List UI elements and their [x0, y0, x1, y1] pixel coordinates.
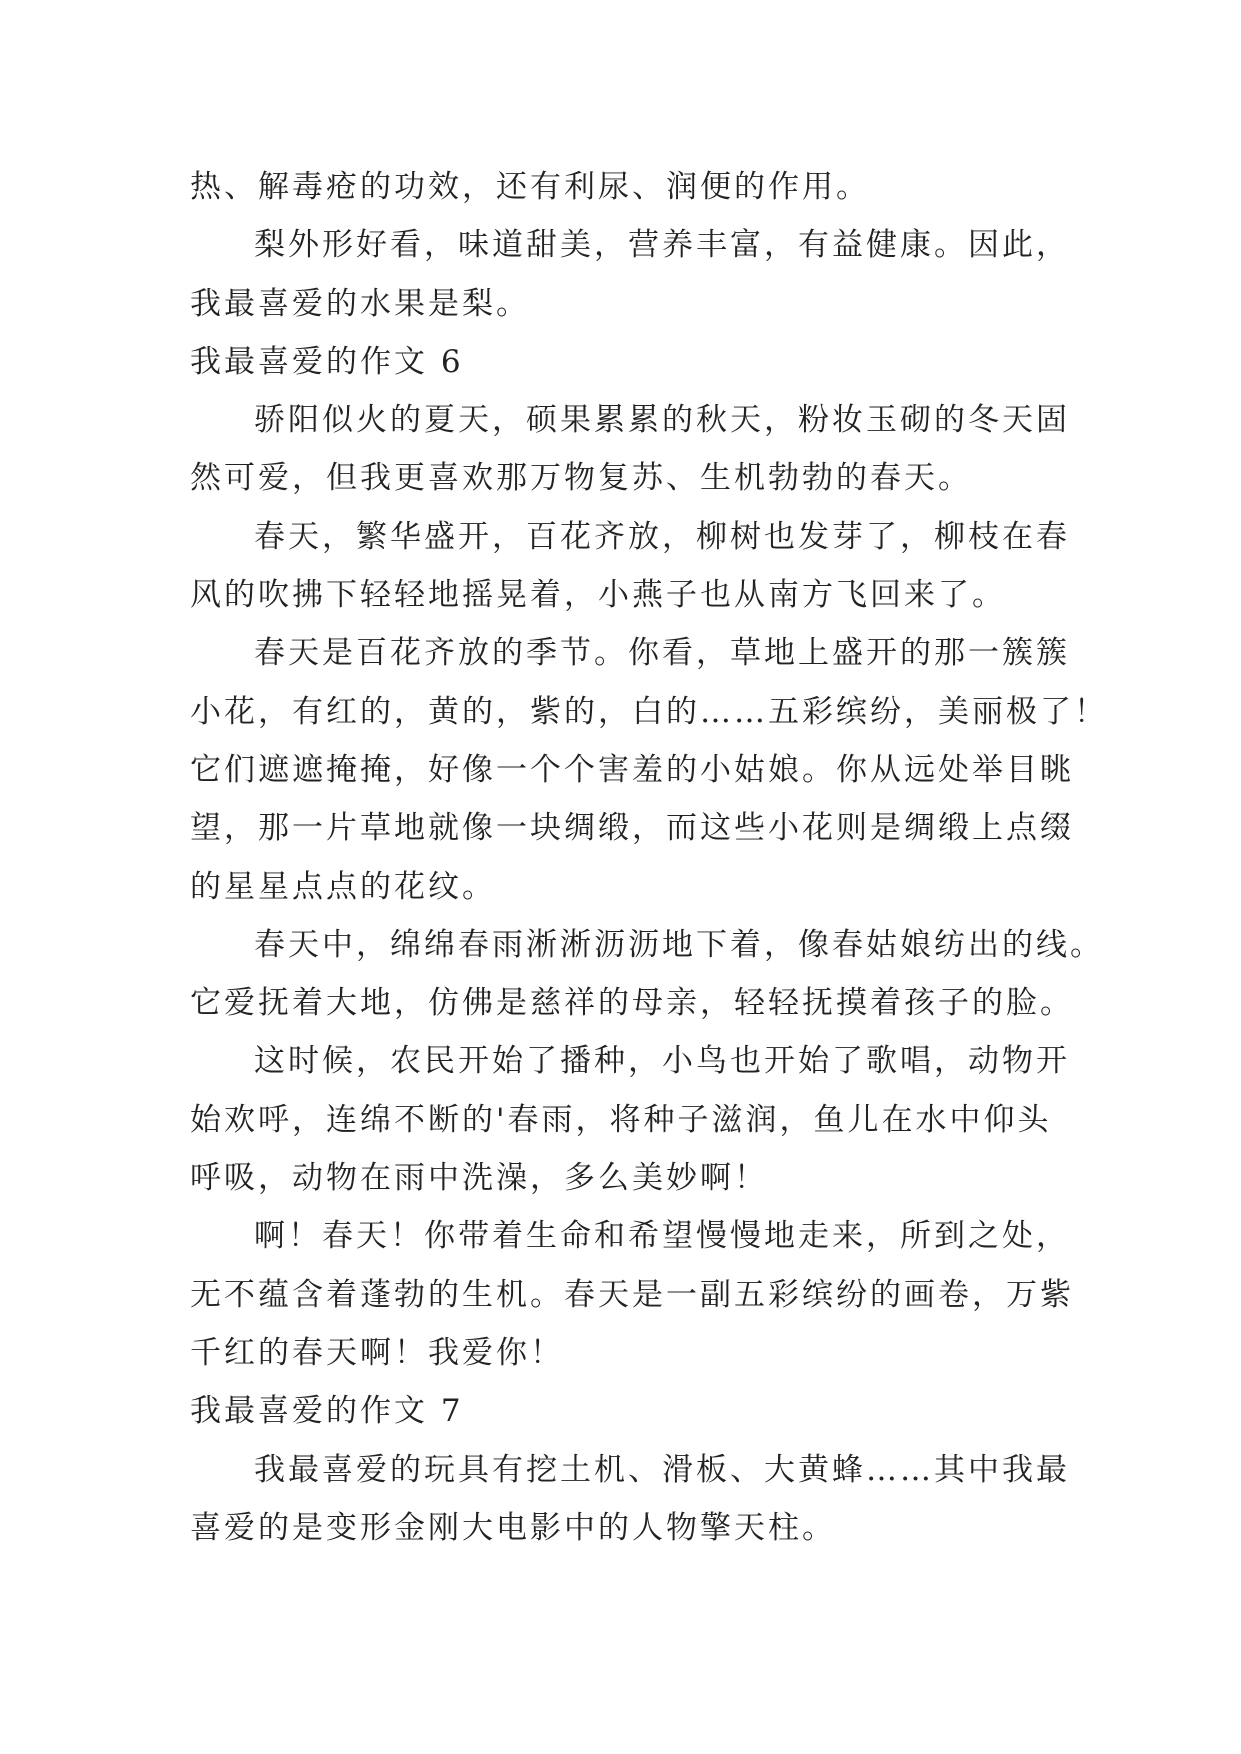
- paragraph-line: 热、解毒疮的功效，还有利尿、润便的作用。: [190, 169, 870, 205]
- paragraph-line: 它爱抚着大地，仿佛是慈祥的母亲，轻轻抚摸着孩子的脸。: [190, 985, 1074, 1022]
- paragraph-line: 千红的春天啊！我爱你！: [190, 1334, 564, 1371]
- document-body: [190, 158, 1108, 1557]
- paragraph-line: 这时候，农民开始了播种，小鸟也开始了歌唱，动物开: [254, 1043, 1070, 1080]
- section-heading: 我最喜爱的作文 6: [190, 343, 464, 380]
- paragraph-line: 我最喜爱的玩具有挖土机、滑板、大黄蜂……其中我最: [254, 1451, 1070, 1488]
- paragraph-line: 无不蕴含着蓬勃的生机。春天是一副五彩缤纷的画卷，万紫: [190, 1276, 1074, 1313]
- paragraph-line: 春天中，绵绵春雨淅淅沥沥地下着，像春姑娘纺出的线。: [254, 926, 1104, 963]
- paragraph-line: 小花，有红的，黄的，紫的，白的……五彩缤纷，美丽极了！: [190, 693, 1108, 730]
- paragraph-line: 然可爱，但我更喜欢那万物复苏、生机勃勃的春天。: [190, 460, 972, 497]
- paragraph-line: 它们遮遮掩掩，好像一个个害羞的小姑娘。你从远处举目眺: [190, 751, 1074, 788]
- section-heading: 我最喜爱的作文 7: [190, 1393, 464, 1430]
- paragraph-line: 呼吸，动物在雨中洗澡，多么美妙啊！: [190, 1160, 768, 1197]
- paragraph-line: 春天是百花齐放的季节。你看，草地上盛开的那一簇簇: [254, 635, 1070, 672]
- paragraph-line: 我最喜爱的水果是梨。: [190, 285, 530, 322]
- paragraph-line: 梨外形好看，味道甜美，营养丰富，有益健康。因此，: [254, 227, 1070, 264]
- paragraph-line: 喜爱的是变形金刚大电影中的人物擎天柱。: [190, 1509, 836, 1546]
- paragraph-line: 骄阳似火的夏天，硕果累累的秋天，粉妆玉砌的冬天固: [254, 402, 1070, 439]
- paragraph-line: 的星星点点的花纹。: [190, 868, 496, 905]
- paragraph-line: 风的吹拂下轻轻地摇晃着，小燕子也从南方飞回来了。: [190, 577, 1006, 614]
- paragraph-line: 啊！春天！你带着生命和希望慢慢地走来，所到之处，: [254, 1218, 1070, 1255]
- paragraph-line: 始欢呼，连绵不断的'春雨，将种子滋润，鱼儿在水中仰头: [190, 1101, 1052, 1138]
- paragraph-line: 春天，繁华盛开，百花齐放，柳树也发芽了，柳枝在春: [254, 518, 1070, 555]
- paragraph-line: 望，那一片草地就像一块绸缎，而这些小花则是绸缎上点缀: [190, 810, 1074, 847]
